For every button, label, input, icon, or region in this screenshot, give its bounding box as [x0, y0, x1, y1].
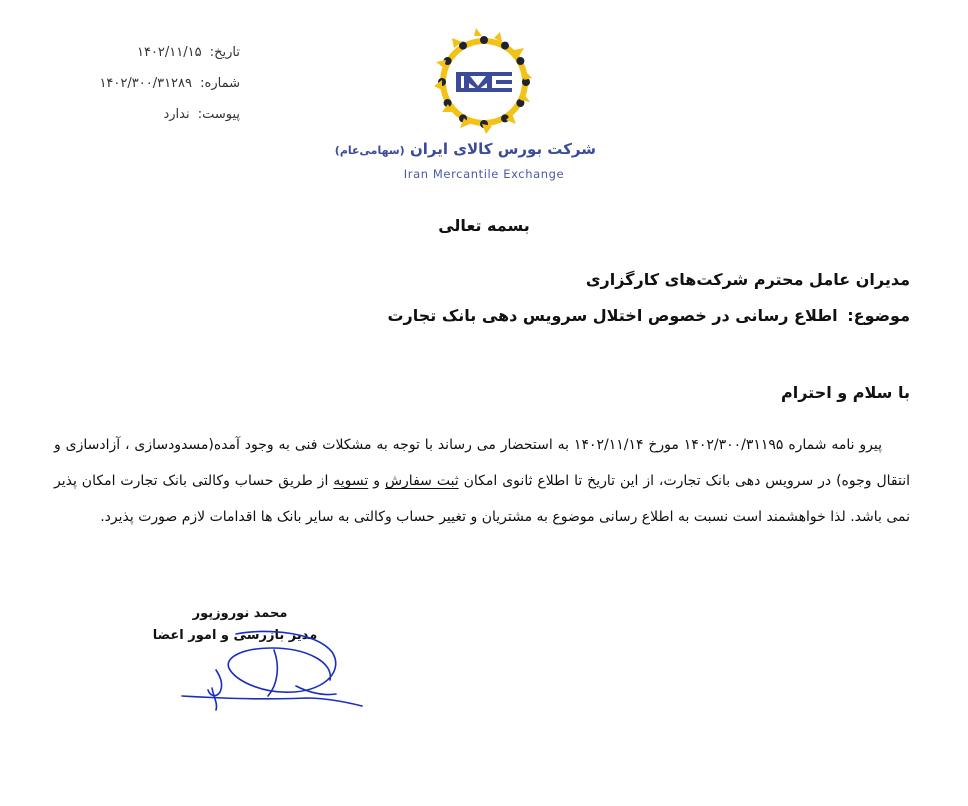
number-value: ۱۴۰۲/۳۰۰/۳۱۲۸۹ [99, 76, 193, 91]
subject-label: موضوع: [847, 306, 910, 325]
signer-title: مدیر بازرسی و امور اعضا [152, 628, 318, 643]
date-label: تاریخ: [209, 45, 240, 60]
body-part-1: پیرو نامه شماره ۱۴۰۲/۳۰۰/۳۱۱۹۵ مورخ ۱۴۰۲/۱۱/۱۴ به استحضار می رساند با توجه به مشکلات فنی به وجود آمده(مسدودسازی ، آزادسازی و انتقال وجوه) در سرویس دهی بانک تجارت، از این تاریخ تا اطلاع ثانوی امکان [54, 437, 910, 489]
ime-emblem-icon [434, 28, 534, 136]
recipient: مدیران عامل محترم شرکت‌های کارگزاری [585, 270, 910, 289]
number-label: شماره: [200, 76, 240, 91]
date-row [40, 44, 240, 75]
greeting: با سلام و احترام [781, 383, 910, 402]
letter-meta [40, 44, 240, 137]
signer-name: محمد نوروزپور [192, 606, 288, 621]
body-conjunction: و [373, 473, 381, 489]
company-type-fa: (سهامی‌عام) [334, 144, 405, 157]
invocation: بسمه تعالی [438, 216, 530, 235]
number-row [40, 75, 240, 106]
attachment-value: ندارد [163, 107, 190, 122]
date-value: ۱۴۰۲/۱۱/۱۵ [136, 45, 202, 60]
handwritten-signature [176, 626, 376, 716]
company-name-fa-text: شرکت بورس کالای ایران [409, 140, 596, 158]
company-name-fa [334, 140, 596, 158]
attachment-label: پیوست: [197, 107, 240, 122]
attachment-row [40, 106, 240, 137]
subject-text: اطلاع رسانی در خصوص اختلال سرویس دهی بانک تجارت [387, 306, 838, 325]
letter-body [54, 427, 910, 535]
body-underline-settlement: تسویه [333, 473, 369, 489]
body-part-2: از طریق حساب وکالتی بانک تجارت امکان پذیر نمی باشد. لذا خواهشمند است نسبت به اطلاع رسانی موضوع به مشتریان و تغییر حساب وکالتی به سایر بانک ها اقدامات لازم صورت پذیرد. [54, 473, 910, 525]
body-underline-order: ثبت سفارش [384, 473, 459, 489]
subject-line [387, 306, 910, 325]
company-name-en: Iran Mercantile Exchange [403, 167, 565, 181]
company-logo [334, 28, 596, 188]
